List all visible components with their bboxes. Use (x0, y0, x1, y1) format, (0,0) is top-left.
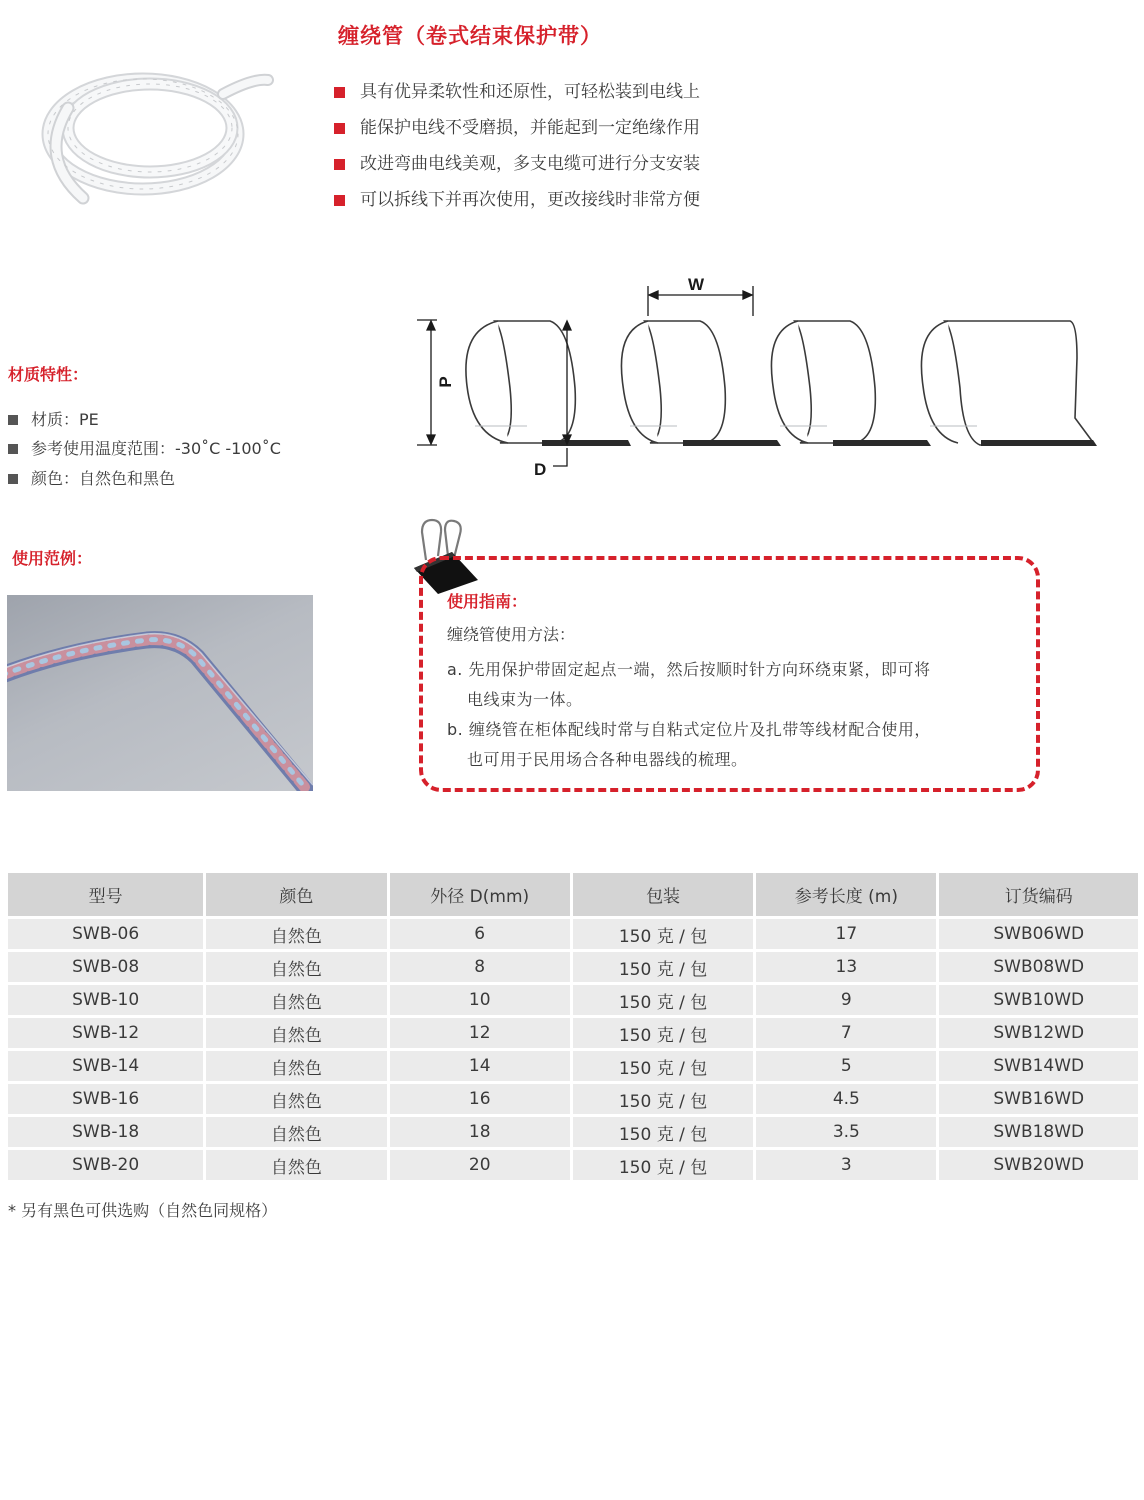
feature-list (334, 74, 894, 218)
material-item: 参考使用温度范围：-30˚C -100˚C (8, 435, 281, 465)
feature-item: 能保护电线不受磨损，并能起到一定绝缘作用 (334, 110, 894, 146)
bullet-square-icon (8, 415, 18, 425)
table-row: SWB-18 自然色 18 150 克 / 包 3.5 SWB18WD (8, 1117, 1138, 1147)
header-length: 参考长度 (m) (756, 873, 936, 916)
header-package: 包装 (573, 873, 753, 916)
material-list (8, 405, 281, 494)
diagram-label-p: P (436, 376, 455, 388)
header-diameter: 外径 D(mm) (390, 873, 570, 916)
bullet-square-icon (334, 195, 345, 206)
table-row: SWB-14 自然色 14 150 克 / 包 5 SWB14WD (8, 1051, 1138, 1081)
example-photo (7, 595, 313, 791)
material-item: 材质：PE (8, 405, 281, 435)
guide-step-b: b. 缠绕管在柜体配线时常与自粘式定位片及扎带等线材配合使用， 也可用于民用场合各种电器线的梳理。 (447, 720, 931, 769)
bullet-square-icon (8, 444, 18, 454)
table-row: SWB-16 自然色 16 150 克 / 包 4.5 SWB16WD (8, 1084, 1138, 1114)
feature-item: 改进弯曲电线美观，多支电缆可进行分支安装 (334, 146, 894, 182)
diagram-label-w: W (688, 275, 705, 294)
table-header-row (8, 873, 1138, 916)
diagram-label-d: D (534, 460, 547, 479)
footnote: * 另有黑色可供选购（自然色同规格） (8, 1201, 278, 1220)
bullet-square-icon (334, 87, 345, 98)
bullet-square-icon (334, 159, 345, 170)
product-coil-image (28, 48, 278, 218)
product-title: 缠绕管（卷式结束保护带） (338, 24, 602, 48)
table-row: SWB-06 自然色 6 150 克 / 包 17 SWB06WD (8, 919, 1138, 949)
header-model: 型号 (8, 873, 203, 916)
material-item: 颜色：自然色和黑色 (8, 464, 281, 494)
table-row: SWB-20 自然色 20 150 克 / 包 3 SWB20WD (8, 1150, 1138, 1180)
bullet-square-icon (334, 123, 345, 134)
table-row: SWB-12 自然色 12 150 克 / 包 7 SWB12WD (8, 1018, 1138, 1048)
spec-table (5, 870, 1141, 1183)
header-order-code: 订货编码 (939, 873, 1138, 916)
feature-item: 具有优异柔软性和还原性，可轻松装到电线上 (334, 74, 894, 110)
example-heading: 使用范例： (12, 549, 93, 568)
header-color: 颜色 (206, 873, 386, 916)
guide-step-a: a. 先用保护带固定起点一端，然后按顺时针方向环绕束紧，即可将 电线束为一体。 (447, 660, 931, 709)
guide-subtitle: 缠绕管使用方法： (447, 625, 576, 644)
bullet-square-icon (8, 474, 18, 484)
wrapped-cable-image (7, 595, 313, 791)
table-row: SWB-10 自然色 10 150 克 / 包 9 SWB10WD (8, 985, 1138, 1015)
feature-item: 可以拆线下并再次使用，更改接线时非常方便 (334, 182, 894, 218)
spiral-dimension-diagram (415, 268, 1115, 483)
table-row: SWB-08 自然色 8 150 克 / 包 13 SWB08WD (8, 952, 1138, 982)
material-heading: 材质特性： (8, 365, 89, 384)
guide-heading: 使用指南： (447, 592, 528, 611)
